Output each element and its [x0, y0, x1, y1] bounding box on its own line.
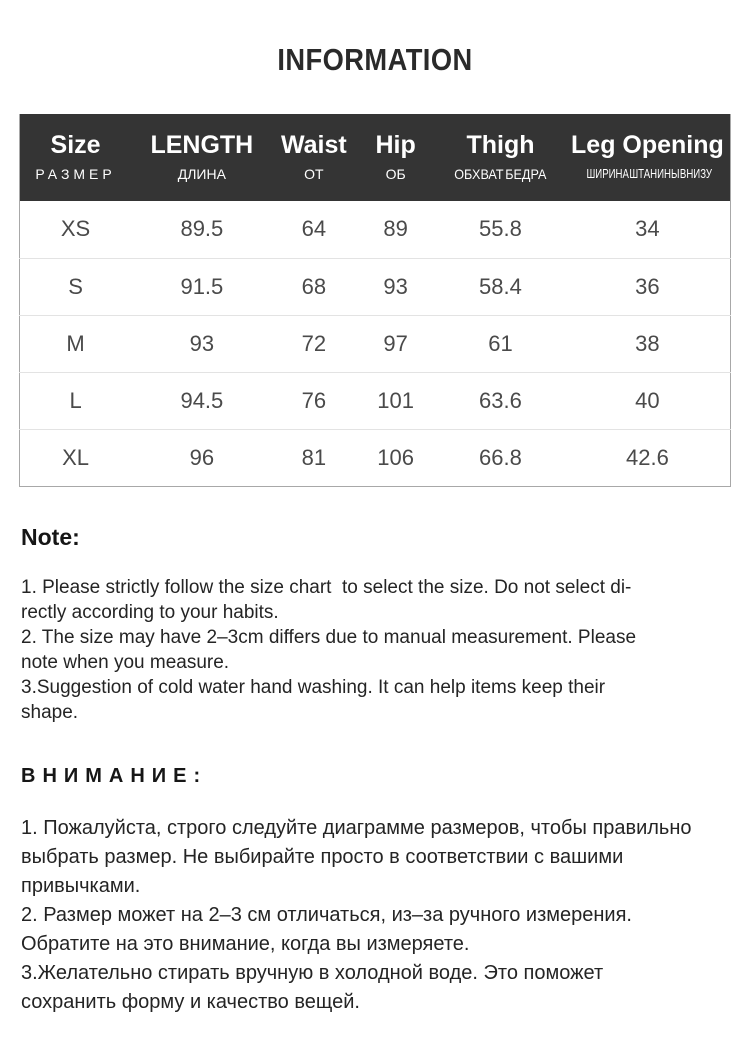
cell-waist: 68 [273, 258, 355, 315]
cell-size: S [20, 258, 132, 315]
attention-line: 1. Пожалуйста, строго следуйте диаграмме размеров, чтобы правильно [21, 816, 692, 839]
column-label-ru: РАЗМЕР [35, 165, 116, 182]
information-sheet [0, 42, 750, 1057]
column-header-hip [355, 114, 436, 201]
attention-line: выбрать размер. Не выбирайте просто в соответствии с вашими [21, 845, 624, 868]
cell-leg-opening: 34 [565, 201, 731, 258]
attention-section [19, 765, 731, 1017]
column-header-waist [273, 114, 355, 201]
cell-thigh: 66.8 [436, 429, 565, 486]
cell-hip: 106 [355, 429, 436, 486]
cell-waist: 72 [273, 315, 355, 372]
note-line: rectly according to your habits. [21, 601, 279, 623]
cell-leg-opening: 36 [565, 258, 731, 315]
cell-waist: 76 [273, 372, 355, 429]
cell-waist: 81 [273, 429, 355, 486]
note-section [19, 524, 731, 725]
attention-heading: ВНИМАНИЕ: [21, 764, 208, 787]
cell-hip: 93 [355, 258, 436, 315]
column-header-thigh [436, 114, 565, 201]
cell-hip: 101 [355, 372, 436, 429]
column-header-leg-opening [565, 114, 731, 201]
column-label-ru: ОБ [385, 165, 406, 182]
note-heading: Note: [21, 523, 80, 550]
attention-line: 3.Желательно стирать вручную в холодной воде. Это поможет [21, 961, 604, 984]
size-chart-body [20, 201, 731, 486]
table-row-m [20, 315, 731, 372]
column-label-en: LENGTH [150, 130, 254, 159]
cell-length: 93 [131, 315, 272, 372]
column-label-en: Leg Opening [571, 130, 724, 159]
note-line: 2. The size may have 2–3cm differs due to manual measurement. Please [21, 626, 637, 648]
column-header-length [131, 114, 272, 201]
column-label-ru: ОТ [304, 165, 324, 182]
cell-hip: 89 [355, 201, 436, 258]
cell-length: 89.5 [131, 201, 272, 258]
column-label-en: Waist [280, 130, 347, 159]
column-label-en: Size [50, 130, 101, 159]
attention-line: сохранить форму и качество вещей. [21, 990, 360, 1013]
header-row [20, 114, 731, 201]
cell-thigh: 58.4 [436, 258, 565, 315]
cell-leg-opening: 38 [565, 315, 731, 372]
table-row-xs [20, 201, 731, 258]
column-label-en: Hip [375, 130, 416, 159]
note-line: shape. [21, 701, 79, 723]
size-chart-table [19, 114, 731, 487]
cell-thigh: 63.6 [436, 372, 565, 429]
cell-thigh: 55.8 [436, 201, 565, 258]
column-label-ru: ДЛИНА [177, 165, 226, 182]
table-row-xl [20, 429, 731, 486]
size-chart-header [20, 114, 731, 201]
cell-waist: 64 [273, 201, 355, 258]
table-row-s [20, 258, 731, 315]
note-line: note when you measure. [21, 651, 230, 673]
cell-size: M [20, 315, 132, 372]
page-title: INFORMATION [277, 42, 473, 77]
cell-length: 96 [131, 429, 272, 486]
column-label-ru: ШИРИНА ШТАНИНЫ ВНИЗУ [586, 165, 712, 181]
cell-size: XL [20, 429, 132, 486]
column-header-size [20, 114, 132, 201]
note-line: 3.Suggestion of cold water hand washing. It can help items keep their [21, 676, 606, 698]
cell-size: XS [20, 201, 132, 258]
cell-leg-opening: 42.6 [565, 429, 731, 486]
attention-line: 2. Размер может на 2–3 см отличаться, из–за ручного измерения. [21, 903, 632, 926]
cell-size: L [20, 372, 132, 429]
attention-line: Обратите на это внимание, когда вы измеряете. [21, 932, 470, 955]
column-label-ru: ОБХВАТ БЕДРА [454, 165, 547, 182]
cell-length: 94.5 [131, 372, 272, 429]
attention-line: привычками. [21, 874, 141, 897]
cell-leg-opening: 40 [565, 372, 731, 429]
table-row-l [20, 372, 731, 429]
cell-length: 91.5 [131, 258, 272, 315]
column-label-en: Thigh [466, 130, 535, 159]
cell-hip: 97 [355, 315, 436, 372]
cell-thigh: 61 [436, 315, 565, 372]
note-line: 1. Please strictly follow the size chart to select the size. Do not select di- [21, 576, 632, 598]
